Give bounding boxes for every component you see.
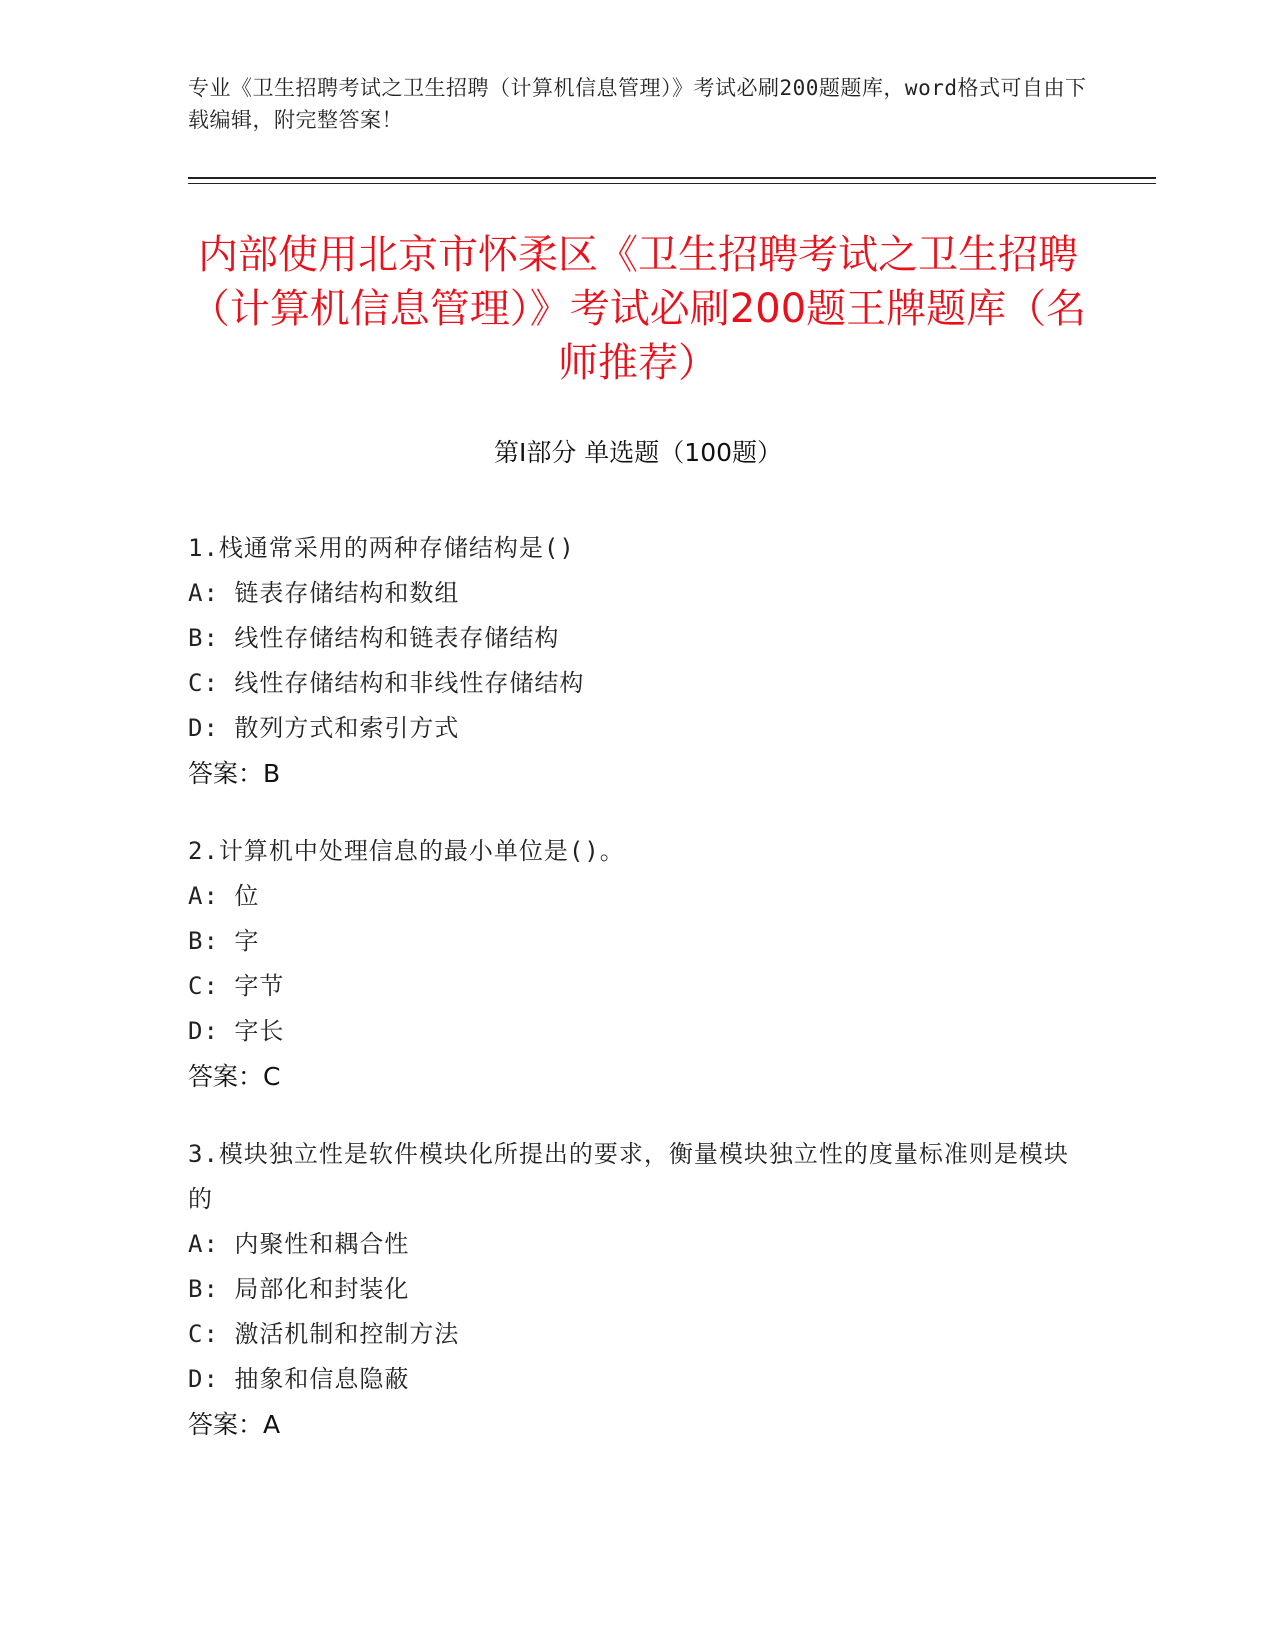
- option-d: D: 散列方式和索引方式: [188, 714, 460, 742]
- section-heading: 第Ⅰ部分 单选题（100题）: [493, 438, 783, 467]
- question-list: [188, 526, 1088, 1480]
- header-rule-thick: [188, 177, 1156, 179]
- question-1: [188, 526, 1088, 796]
- option-c: C: 激活机制和控制方法: [188, 1320, 460, 1348]
- option-a: A: 内聚性和耦合性: [188, 1230, 410, 1258]
- question-3: [188, 1132, 1088, 1447]
- header-note: 专业《卫生招聘考试之卫生招聘（计算机信息管理）》考试必刷200题题库，word格式可自由下载编辑，附完整答案！: [188, 76, 1087, 132]
- question-2: [188, 829, 1088, 1099]
- document-title: 内部使用北京市怀柔区《卫生招聘考试之卫生招聘（计算机信息管理）》考试必刷200题王牌题库（名师推荐）: [189, 232, 1087, 386]
- option-b: B: 线性存储结构和链表存储结构: [188, 624, 560, 652]
- header-rule-thin: [188, 183, 1156, 184]
- option-d: D: 字长: [188, 1017, 285, 1045]
- option-b: B: 字: [188, 927, 260, 955]
- answer: 答案：B: [188, 759, 281, 788]
- option-a: A: 链表存储结构和数组: [188, 579, 460, 607]
- option-d: D: 抽象和信息隐蔽: [188, 1365, 410, 1393]
- question-text: 3.模块独立性是软件模块化所提出的要求，衡量模块独立性的度量标准则是模块的: [188, 1140, 1069, 1213]
- option-a: A: 位: [188, 882, 260, 910]
- question-text: 2.计算机中处理信息的最小单位是()。: [188, 837, 625, 865]
- option-c: C: 线性存储结构和非线性存储结构: [188, 669, 585, 697]
- option-b: B: 局部化和封装化: [188, 1275, 410, 1303]
- option-c: C: 字节: [188, 972, 285, 1000]
- answer: 答案：C: [188, 1062, 281, 1091]
- answer: 答案：A: [188, 1410, 281, 1439]
- question-text: 1.栈通常采用的两种存储结构是(): [188, 534, 575, 562]
